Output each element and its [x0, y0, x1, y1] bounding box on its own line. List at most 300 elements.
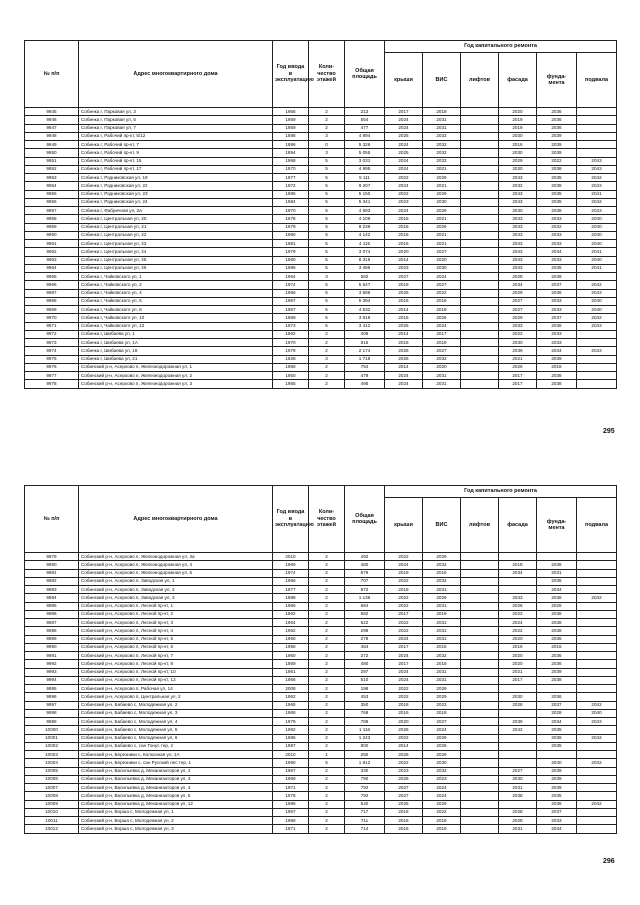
cell-address: Собинский р-н, Асерхово п, Рабочая ул, 14	[79, 685, 273, 693]
cell-year: 1966	[273, 577, 309, 585]
cell-facade: 2043	[499, 594, 537, 602]
cell-num: 9978	[25, 380, 79, 388]
cell-num: 10004	[25, 759, 79, 767]
cell-foundation: 2035	[537, 264, 577, 272]
table-row	[25, 800, 617, 808]
cell-address: Собинский р-н, Васильевка д, Механизаторов ул, 3	[79, 775, 273, 783]
cell-floors: 2	[309, 660, 345, 668]
cell-area: 1 116	[345, 726, 385, 734]
table-header	[25, 41, 617, 108]
table-row	[25, 347, 617, 355]
cell-lifts	[461, 701, 499, 709]
cell-num: 9976	[25, 363, 79, 371]
cell-area: 1 243	[345, 734, 385, 742]
cell-facade: 2043	[499, 223, 537, 231]
cell-basement	[577, 693, 617, 701]
cell-address: Собинский р-н, Асерхово п, Лесной пр-кт, 10	[79, 668, 273, 676]
cell-vis: 2031	[423, 668, 461, 676]
cell-num: 9973	[25, 339, 79, 347]
cell-vis: 2029	[423, 207, 461, 215]
cell-year: 1958	[273, 643, 309, 651]
cell-floors: 2	[309, 767, 345, 775]
cell-roof: 2027	[385, 792, 423, 800]
cell-roof: 2022	[385, 190, 423, 198]
table-row	[25, 718, 617, 726]
table-row	[25, 569, 617, 577]
table-row	[25, 561, 617, 569]
cell-address: Собинский р-н, Васильевка д, Механизаторов ул, 12	[79, 800, 273, 808]
cell-foundation: 2033	[537, 339, 577, 347]
cell-facade: 2017	[499, 676, 537, 684]
cell-lifts	[461, 347, 499, 355]
cell-year: 1968	[273, 701, 309, 709]
cell-foundation: 2016	[537, 643, 577, 651]
cell-year: 1960	[273, 652, 309, 660]
cell-foundation: 2035	[537, 792, 577, 800]
cell-address: Собинка г, Рабочий пр-кт, 17	[79, 165, 273, 173]
table-row	[25, 825, 617, 833]
cell-foundation: 2026	[537, 602, 577, 610]
cell-vis: 2029	[423, 693, 461, 701]
cell-area: 9 207	[345, 182, 385, 190]
cell-foundation: 2034	[537, 586, 577, 594]
table-row	[25, 759, 617, 767]
cell-floors: 5	[309, 759, 345, 767]
cell-floors: 2	[309, 742, 345, 750]
cell-vis: 2021	[423, 215, 461, 223]
col-header-lifts: лифтов	[461, 53, 499, 108]
cell-lifts	[461, 339, 499, 347]
cell-lifts	[461, 610, 499, 618]
cell-area: 479	[345, 372, 385, 380]
cell-basement	[577, 339, 617, 347]
cell-roof: 2022	[385, 577, 423, 585]
cell-area: 5 341	[345, 198, 385, 206]
cell-num: 9983	[25, 586, 79, 594]
cell-num: 9954	[25, 182, 79, 190]
cell-facade: 2020	[499, 635, 537, 643]
cell-vis: 2020	[423, 363, 461, 371]
cell-vis: 2024	[423, 273, 461, 281]
cell-address: Собинка г, Парковая ул, 5	[79, 116, 273, 124]
cell-num: 9953	[25, 174, 79, 182]
cell-num: 9964	[25, 264, 79, 272]
cell-foundation: 2036	[537, 635, 577, 643]
cell-basement	[577, 561, 617, 569]
cell-lifts	[461, 372, 499, 380]
cell-vis: 2027	[423, 248, 461, 256]
cell-floors: 5	[309, 215, 345, 223]
cell-basement	[577, 380, 617, 388]
table-row	[25, 652, 617, 660]
cell-vis: 2021	[423, 182, 461, 190]
cell-floors: 2	[309, 330, 345, 338]
cell-lifts	[461, 297, 499, 305]
col-header-roof: крыши	[385, 498, 423, 553]
cell-vis: 2031	[423, 619, 461, 627]
col-header-roof: крыши	[385, 53, 423, 108]
cell-vis: 2029	[423, 174, 461, 182]
cell-year: 1967	[273, 808, 309, 816]
cell-num: 9972	[25, 330, 79, 338]
cell-lifts	[461, 248, 499, 256]
cell-year: 1968	[273, 709, 309, 717]
cell-year: 1898	[273, 132, 309, 140]
cell-year: 1987	[273, 742, 309, 750]
table-row	[25, 297, 617, 305]
cell-floors: 2	[309, 586, 345, 594]
table-row	[25, 676, 617, 684]
cell-area: 453	[345, 693, 385, 701]
cell-foundation: 2036	[537, 594, 577, 602]
cell-basement: 2041	[577, 190, 617, 198]
cell-num: 9988	[25, 627, 79, 635]
cell-lifts	[461, 108, 499, 116]
cell-roof: 2024	[385, 165, 423, 173]
cell-area: 879	[345, 569, 385, 577]
cell-roof: 2024	[385, 182, 423, 190]
cell-floors: 1	[309, 751, 345, 759]
cell-lifts	[461, 306, 499, 314]
col-header-foundation: фунда-мента	[537, 53, 577, 108]
cell-vis: 2027	[423, 718, 461, 726]
cell-roof: 2014	[385, 330, 423, 338]
cell-address: Собинка г, Чайковского ул, 10	[79, 314, 273, 322]
cell-floors: 2	[309, 610, 345, 618]
cell-area: 350	[345, 701, 385, 709]
cell-roof: 2015	[385, 817, 423, 825]
cell-vis: 2031	[423, 586, 461, 594]
cell-vis: 2018	[423, 306, 461, 314]
cell-facade: 2021	[499, 355, 537, 363]
cell-address: Собинский р-н, Бабаево с, Молодежная ул, 6	[79, 734, 273, 742]
cell-facade: 2019	[499, 116, 537, 124]
cell-vis: 2021	[423, 165, 461, 173]
cell-year: 1966	[273, 602, 309, 610]
cell-vis: 2022	[423, 289, 461, 297]
cell-address: Собинский р-н, Ворша с, Молодежная ул, 3	[79, 825, 273, 833]
table-row	[25, 767, 617, 775]
cell-address: Собинский р-н, Асерхово п, Железнодорожная ул, 2	[79, 372, 273, 380]
cell-basement	[577, 553, 617, 561]
table-row	[25, 273, 617, 281]
cell-year: 1979	[273, 718, 309, 726]
cell-num: 9955	[25, 190, 79, 198]
cell-area: 5 394	[345, 297, 385, 305]
cell-lifts	[461, 157, 499, 165]
table-row	[25, 141, 617, 149]
cell-foundation: 2035	[537, 742, 577, 750]
cell-address: Собинка г, Чайковского ул, 8	[79, 306, 273, 314]
cell-foundation: 2039	[537, 767, 577, 775]
cell-lifts	[461, 668, 499, 676]
cell-foundation: 2037	[537, 808, 577, 816]
cell-roof: 2024	[385, 676, 423, 684]
cell-lifts	[461, 676, 499, 684]
cell-address: Собинский р-н, Асерхово п, Лесной пр-кт, 6	[79, 643, 273, 651]
table-row	[25, 610, 617, 618]
cell-floors: 2	[309, 380, 345, 388]
cell-floors: 2	[309, 553, 345, 561]
cell-foundation: 2032	[537, 223, 577, 231]
cell-roof: 2022	[385, 594, 423, 602]
cell-facade: 2019	[499, 124, 537, 132]
cell-lifts	[461, 132, 499, 140]
cell-floors: 2	[309, 372, 345, 380]
cell-roof: 2020	[385, 248, 423, 256]
cell-foundation: 2039	[537, 149, 577, 157]
cell-year: 1959	[273, 660, 309, 668]
cell-facade: 2030	[499, 132, 537, 140]
cell-address: Собинка г, Родниковская ул, 22	[79, 182, 273, 190]
cell-foundation: 2036	[537, 800, 577, 808]
cell-year: 1977	[273, 586, 309, 594]
cell-basement: 2042	[577, 701, 617, 709]
cell-facade: 2034	[499, 569, 537, 577]
cell-num: 9989	[25, 635, 79, 643]
cell-facade: 2029	[499, 289, 537, 297]
cell-foundation: 2039	[537, 141, 577, 149]
cell-area: 684	[345, 602, 385, 610]
cell-lifts	[461, 751, 499, 759]
cell-roof: 2022	[385, 693, 423, 701]
cell-year: 1986	[273, 734, 309, 742]
cell-basement: 2043	[577, 718, 617, 726]
col-header-facade: фасада	[499, 498, 537, 553]
cell-roof: 2019	[385, 569, 423, 577]
cell-num: 9948	[25, 132, 79, 140]
cell-num: 9960	[25, 231, 79, 239]
cell-year: 1962	[273, 610, 309, 618]
cell-facade: 2043	[499, 256, 537, 264]
cell-vis: 2031	[423, 635, 461, 643]
cell-roof: 2024	[385, 652, 423, 660]
table-row	[25, 355, 617, 363]
cell-lifts	[461, 256, 499, 264]
cell-foundation: 2033	[537, 330, 577, 338]
cell-num: 9952	[25, 165, 79, 173]
cell-vis: 2018	[423, 817, 461, 825]
cell-num: 9958	[25, 215, 79, 223]
cell-address: Собинка г, Родниковская ул, 19	[79, 174, 273, 182]
cell-floors: 5	[309, 306, 345, 314]
cell-vis: 2024	[423, 792, 461, 800]
cell-num: 10002	[25, 742, 79, 750]
col-header-area: Общая площадь	[345, 41, 385, 108]
cell-roof: 2014	[385, 363, 423, 371]
cell-area: 1 718	[345, 355, 385, 363]
cell-lifts	[461, 355, 499, 363]
cell-lifts	[461, 775, 499, 783]
cell-vis: 2031	[423, 627, 461, 635]
cell-vis: 2019	[423, 339, 461, 347]
cell-vis: 2018	[423, 108, 461, 116]
cell-address: Собинский р-н, Асерхово п, Центральная ул, 2	[79, 693, 273, 701]
cell-vis: 2029	[423, 553, 461, 561]
cell-lifts	[461, 742, 499, 750]
cell-foundation: 2038	[537, 619, 577, 627]
cell-facade	[499, 751, 537, 759]
cell-foundation: 2036	[537, 693, 577, 701]
cell-address: Собинка г, Центральная ул, 24	[79, 248, 273, 256]
cell-roof: 2026	[385, 751, 423, 759]
cell-foundation: 2033	[537, 297, 577, 305]
cell-year: 1970	[273, 339, 309, 347]
table-row	[25, 306, 617, 314]
cell-basement: 2041	[577, 264, 617, 272]
cell-area: 495	[345, 380, 385, 388]
cell-roof: 2025	[385, 289, 423, 297]
cell-vis: 2015	[423, 569, 461, 577]
cell-area: 3 586	[345, 289, 385, 297]
cell-floors: 5	[309, 322, 345, 330]
cell-area: 330	[345, 767, 385, 775]
cell-num: 9986	[25, 610, 79, 618]
register-page-295	[24, 40, 616, 389]
cell-year: 1979	[273, 223, 309, 231]
table-row	[25, 685, 617, 693]
cell-year: 2010	[273, 553, 309, 561]
cell-floors: 2	[309, 108, 345, 116]
cell-basement	[577, 577, 617, 585]
cell-floors: 5	[309, 248, 345, 256]
cell-area: 790	[345, 775, 385, 783]
cell-area: 3 074	[345, 248, 385, 256]
cell-basement	[577, 643, 617, 651]
cell-basement	[577, 372, 617, 380]
cell-year: 1894	[273, 149, 309, 157]
cell-basement	[577, 775, 617, 783]
table-row	[25, 372, 617, 380]
cell-address: Собинский р-н, Асерхово п, Заводская ул, 1	[79, 577, 273, 585]
cell-vis: 2029	[423, 751, 461, 759]
cell-roof: 2016	[385, 709, 423, 717]
cell-num: 10009	[25, 800, 79, 808]
cell-num: 10008	[25, 792, 79, 800]
cell-roof: 2026	[385, 347, 423, 355]
col-header-area: Общая площадь	[345, 486, 385, 553]
cell-address: Собинка г, Чайковского ул, 2	[79, 281, 273, 289]
cell-lifts	[461, 784, 499, 792]
cell-address: Собинка г, Рабочий пр-кт, 9	[79, 149, 273, 157]
col-header-year: Год ввода в эксплуатацию	[273, 486, 309, 553]
cell-num: 9977	[25, 372, 79, 380]
cell-basement: 2042	[577, 174, 617, 182]
col-header-lifts: лифтов	[461, 498, 499, 553]
cell-area: 707	[345, 577, 385, 585]
cell-facade: 2028	[499, 808, 537, 816]
cell-address: Собинский р-н, Асерхово п, Лесной пр-кт, 8	[79, 660, 273, 668]
cell-lifts	[461, 207, 499, 215]
cell-area: 792	[345, 792, 385, 800]
cell-foundation	[537, 751, 577, 759]
table-row	[25, 264, 617, 272]
cell-num: 9997	[25, 701, 79, 709]
cell-roof: 2020	[385, 718, 423, 726]
cell-vis: 2020	[423, 256, 461, 264]
cell-roof: 2016	[385, 231, 423, 239]
cell-vis: 2032	[423, 141, 461, 149]
cell-basement: 2043	[577, 322, 617, 330]
col-header-num: № п/п	[25, 486, 79, 553]
cell-vis: 2030	[423, 759, 461, 767]
cell-lifts	[461, 231, 499, 239]
cell-address: Собинка г, Чайковского ул, 5	[79, 297, 273, 305]
table-row	[25, 314, 617, 322]
cell-floors: 2	[309, 627, 345, 635]
cell-vis: 2029	[423, 685, 461, 693]
cell-basement: 2042	[577, 281, 617, 289]
cell-lifts	[461, 693, 499, 701]
cell-facade	[499, 553, 537, 561]
cell-basement	[577, 116, 617, 124]
cell-lifts	[461, 215, 499, 223]
table-row	[25, 693, 617, 701]
cell-area: 4 894	[345, 132, 385, 140]
cell-basement: 2042	[577, 314, 617, 322]
cell-facade: 2032	[499, 182, 537, 190]
cell-lifts	[461, 363, 499, 371]
cell-num: 9998	[25, 709, 79, 717]
cell-year: 1962	[273, 693, 309, 701]
cell-area: 4 115	[345, 240, 385, 248]
cell-basement	[577, 726, 617, 734]
cell-roof: 2017	[385, 643, 423, 651]
cell-address: Собинский р-н, Асерхово п, Заводская ул, 2	[79, 586, 273, 594]
cell-num: 10007	[25, 784, 79, 792]
cell-lifts	[461, 149, 499, 157]
cell-floors: 5	[309, 281, 345, 289]
cell-vis: 2029	[423, 734, 461, 742]
cell-facade: 2027	[499, 297, 537, 305]
cell-floors: 2	[309, 808, 345, 816]
cell-floors: 5	[309, 198, 345, 206]
cell-address: Собинский р-н, Васильевка д, Механизаторов ул, 4	[79, 784, 273, 792]
cell-basement	[577, 817, 617, 825]
table-row	[25, 240, 617, 248]
cell-basement: 2040	[577, 256, 617, 264]
cell-year: 1973	[273, 322, 309, 330]
cell-vis: 2032	[423, 355, 461, 363]
cell-area: 4 142	[345, 231, 385, 239]
register-page-296	[24, 485, 616, 834]
cell-roof: 2022	[385, 602, 423, 610]
cell-basement: 2043	[577, 165, 617, 173]
cell-year: 1961	[273, 668, 309, 676]
table-body	[25, 553, 617, 834]
cell-basement	[577, 784, 617, 792]
cell-address: Собинка г, Шибаева ул, 18	[79, 347, 273, 355]
cell-facade: 2043	[499, 190, 537, 198]
col-header-floors: Коли-чество этажей	[309, 486, 345, 553]
cell-foundation: 2039	[537, 668, 577, 676]
cell-basement	[577, 660, 617, 668]
cell-address: Собинский р-н, Асерхово п, Заводская ул, 3	[79, 594, 273, 602]
cell-address: Собинский р-н, Васильевка д, Механизаторов ул, 5	[79, 792, 273, 800]
cell-basement	[577, 149, 617, 157]
repair-schedule-table	[24, 485, 617, 834]
cell-address: Собинский р-н, Асерхово п, Железнодорожная ул, 4	[79, 561, 273, 569]
page-number: 296	[603, 858, 615, 865]
cell-lifts	[461, 273, 499, 281]
cell-foundation: 2039	[537, 132, 577, 140]
cell-basement: 2040	[577, 240, 617, 248]
cell-area: 872	[345, 586, 385, 594]
cell-year: 1978	[273, 792, 309, 800]
cell-address: Собинский р-н, Асерхово п, Железнодорожная ул, 3	[79, 380, 273, 388]
cell-floors: 2	[309, 693, 345, 701]
cell-roof: 2014	[385, 256, 423, 264]
